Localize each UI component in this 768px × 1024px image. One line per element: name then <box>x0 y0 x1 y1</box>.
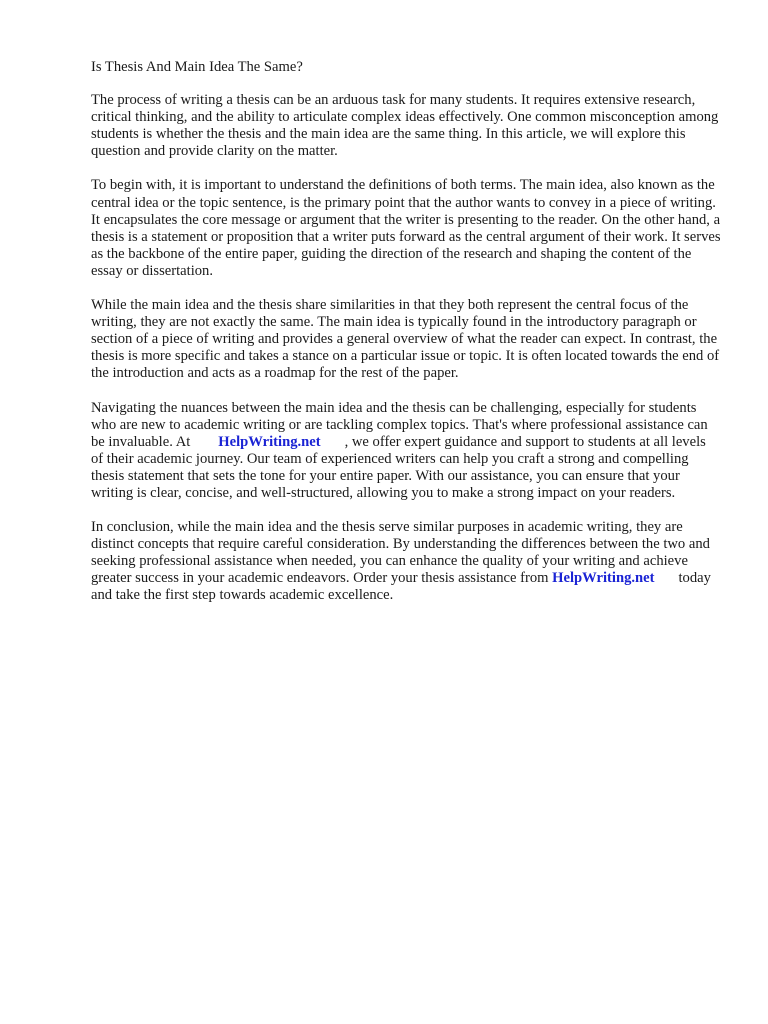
paragraph-assistance-text-start: Navigating the nuances between the main idea and the thesis can be challenging, especially for students who are new to academic writing or are tackling complex topics. That's where professional assistance can be invaluable. At <box>91 399 708 450</box>
paragraph-assistance <box>91 400 721 503</box>
document-title: Is Thesis And Main Idea The Same? <box>91 59 303 75</box>
paragraph-differences: While the main idea and the thesis share similarities in that they both represent the central focus of the writing, they are not exactly the same. The main idea is typically found in the introductory paragraph or section of a piece of writing and provides a general overview of what the reader can expect. In contrast, the thesis is more specific and takes a stance on a particular issue or topic. It is often located towards the end of the introduction and acts as a roadmap for the rest of the paper. <box>91 297 720 382</box>
helpwriting-link-conclusion[interactable]: HelpWriting.net <box>552 570 655 587</box>
paragraph-conclusion <box>91 519 721 604</box>
paragraph-intro: The process of writing a thesis can be an arduous task for many students. It requires extensive research, critical thinking, and the ability to articulate complex ideas effectively. One common misconception among students is whether the thesis and the main idea are the same thing. In this article, we will explore this question and provide clarity on the matter. <box>91 92 719 160</box>
paragraph-conclusion-text-end: today and take the first step towards academic excellence. <box>91 570 711 604</box>
helpwriting-link[interactable]: HelpWriting.net <box>218 433 321 450</box>
paragraph-conclusion-text-start: In conclusion, while the main idea and the thesis serve similar purposes in academic writing, they are distinct concepts that require careful consideration. By understanding the differences between the two and seeking professional assistance when needed, you can enhance the quality of your writing and achieve greater success in your academic endeavors. Order your thesis assistance from <box>91 519 710 587</box>
paragraph-definitions: To begin with, it is important to understand the definitions of both terms. The main idea, also known as the central idea or the topic sentence, is the primary point that the author wants to convey in a piece of writing. It encapsulates the core message or argument that the writer is presenting to the reader. On the other hand, a thesis is a statement or proposition that a writer puts forward as the central argument of their work. It serves as the backbone of the entire paper, guiding the direction of the research and shaping the content of the essay or dissertation. <box>91 177 721 279</box>
document-page <box>91 59 721 622</box>
paragraph-assistance-text-end: , we offer expert guidance and support to students at all levels of their academic journey. Our team of experienced writers can help you craft a strong and compelling thesis statement that sets the tone for your entire paper. With our assistance, you can ensure that your writing is clear, concise, and well-structured, allowing you to make a strong impact on your readers. <box>91 433 706 501</box>
